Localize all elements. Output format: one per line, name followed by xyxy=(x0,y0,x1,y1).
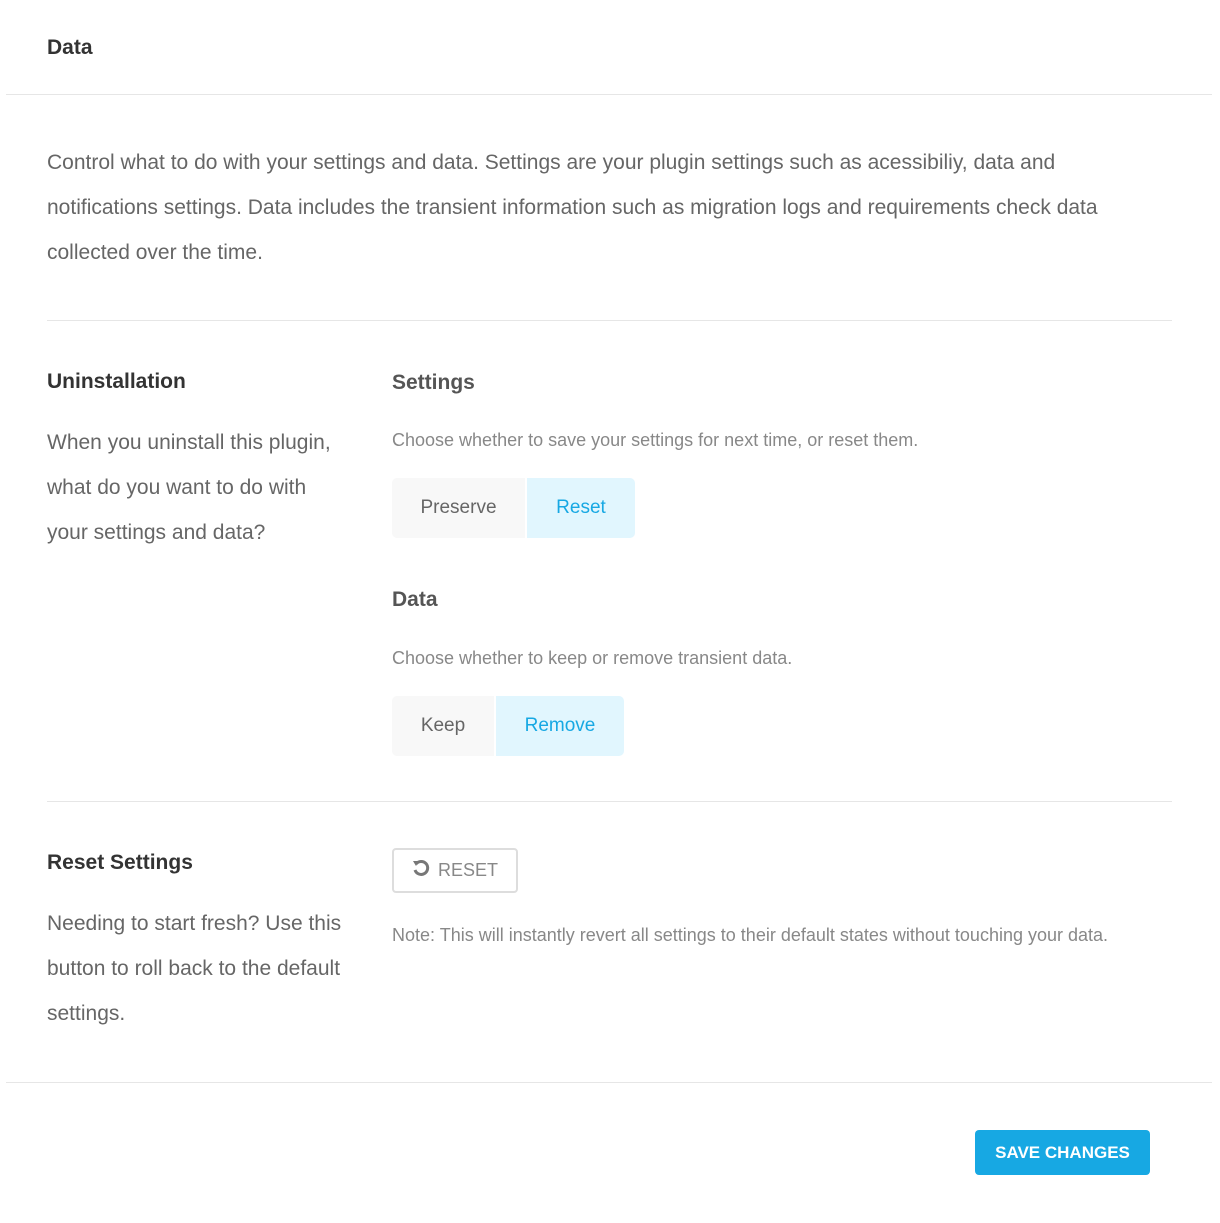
reset-settings-button[interactable] xyxy=(392,848,518,893)
page-title: Data xyxy=(47,36,93,59)
undo-icon xyxy=(412,859,430,882)
intro-text: Control what to do with your settings and data. Settings are your plugin settings such as acessibiliy, data and notifications settings. Data includes the transient information such as migration logs and requirements check data collected over the time. xyxy=(47,151,1098,264)
reset-settings-description: Needing to start fresh? Use this button to roll back to the default settings. xyxy=(47,912,342,1025)
section-header xyxy=(6,0,1212,95)
save-changes-button[interactable]: SAVE CHANGES xyxy=(975,1130,1150,1175)
preserve-button[interactable]: Preserve xyxy=(392,478,525,538)
data-toggle xyxy=(392,696,624,756)
keep-button[interactable]: Keep xyxy=(392,696,494,756)
divider xyxy=(47,801,1172,802)
settings-description: Choose whether to save your settings for next time, or reset them. xyxy=(392,430,919,450)
data-title: Data xyxy=(392,588,438,611)
reset-option-button[interactable]: Reset xyxy=(527,478,635,538)
reset-settings-title: Reset Settings xyxy=(47,851,193,874)
reset-note: Note: This will instantly revert all settings to their default states without touching your data. xyxy=(392,925,1109,945)
reset-label: RESET xyxy=(437,860,498,880)
uninstallation-title: Uninstallation xyxy=(47,370,186,393)
settings-title: Settings xyxy=(392,371,475,394)
remove-button[interactable]: Remove xyxy=(496,696,624,756)
data-description: Choose whether to keep or remove transient data. xyxy=(392,648,793,668)
divider xyxy=(47,320,1172,321)
settings-toggle xyxy=(392,478,635,538)
uninstallation-description: When you uninstall this plugin, what do you want to do with your settings and data? xyxy=(47,431,331,544)
divider xyxy=(6,1082,1212,1083)
